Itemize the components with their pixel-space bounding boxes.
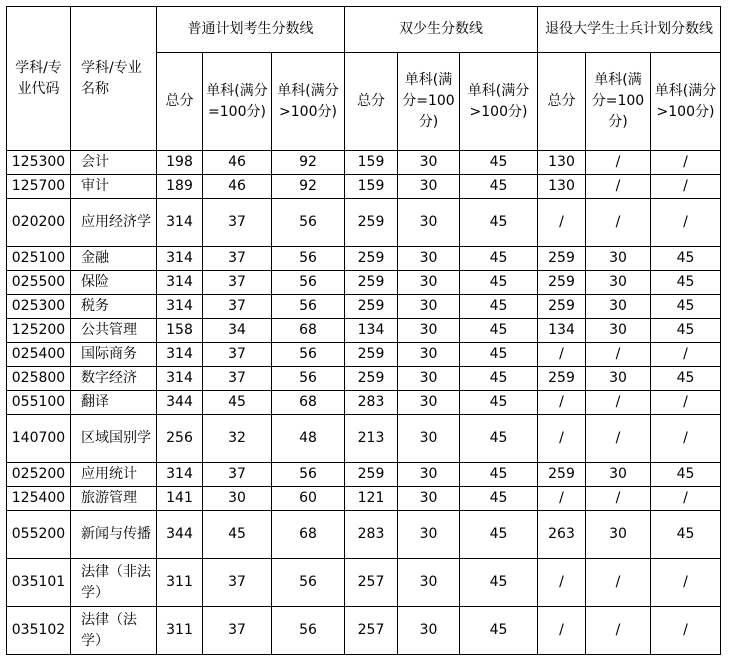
cell-score: 259 bbox=[538, 367, 586, 391]
cell-code: 055200 bbox=[7, 511, 71, 559]
cell-score: 45 bbox=[460, 175, 538, 199]
cell-score: 37 bbox=[203, 559, 272, 607]
cell-score: 259 bbox=[538, 271, 586, 295]
cell-score: 34 bbox=[203, 319, 272, 343]
table-row bbox=[7, 319, 721, 343]
table-row bbox=[7, 391, 721, 415]
cell-score: 45 bbox=[203, 511, 272, 559]
cell-score: 45 bbox=[460, 199, 538, 247]
cell-score: 45 bbox=[460, 511, 538, 559]
cell-code: 025100 bbox=[7, 247, 71, 271]
cell-score: 45 bbox=[460, 559, 538, 607]
cell-score: / bbox=[538, 343, 586, 367]
cell-score: 37 bbox=[203, 199, 272, 247]
cell-score: 256 bbox=[157, 415, 203, 463]
cell-score: 45 bbox=[460, 463, 538, 487]
cell-score: 68 bbox=[272, 319, 345, 343]
cell-code: 035102 bbox=[7, 607, 71, 655]
cell-score: 30 bbox=[398, 343, 460, 367]
cell-score: 45 bbox=[460, 247, 538, 271]
cell-score: / bbox=[586, 607, 651, 655]
cell-score: 45 bbox=[460, 151, 538, 175]
cell-score: 68 bbox=[272, 391, 345, 415]
cell-code: 140700 bbox=[7, 415, 71, 463]
cell-score: 311 bbox=[157, 559, 203, 607]
cell-name: 法律（法学） bbox=[71, 607, 157, 655]
cell-code: 025500 bbox=[7, 271, 71, 295]
cell-name: 税务 bbox=[71, 295, 157, 319]
cell-name: 旅游管理 bbox=[71, 487, 157, 511]
subheader-single-over-100: 单科(满分>100分) bbox=[272, 53, 345, 151]
cell-score: / bbox=[538, 487, 586, 511]
cell-name: 审计 bbox=[71, 175, 157, 199]
cell-code: 055100 bbox=[7, 391, 71, 415]
cell-score: 141 bbox=[157, 487, 203, 511]
table-row bbox=[7, 559, 721, 607]
cell-score: 30 bbox=[398, 511, 460, 559]
cell-score: 189 bbox=[157, 175, 203, 199]
cell-score: 56 bbox=[272, 271, 345, 295]
cell-score: 30 bbox=[398, 247, 460, 271]
cell-score: 314 bbox=[157, 343, 203, 367]
cell-score: 92 bbox=[272, 151, 345, 175]
cell-score: 37 bbox=[203, 343, 272, 367]
cell-score: 283 bbox=[345, 391, 398, 415]
cell-score: 56 bbox=[272, 463, 345, 487]
cell-name: 区域国别学 bbox=[71, 415, 157, 463]
cell-code: 125200 bbox=[7, 319, 71, 343]
cell-score: / bbox=[651, 415, 721, 463]
table-row bbox=[7, 367, 721, 391]
cell-score: 314 bbox=[157, 199, 203, 247]
cell-score: 30 bbox=[586, 319, 651, 343]
cell-score: 45 bbox=[651, 319, 721, 343]
table-row bbox=[7, 487, 721, 511]
cell-name: 法律（非法学） bbox=[71, 559, 157, 607]
cell-score: 259 bbox=[345, 367, 398, 391]
cell-score: / bbox=[586, 391, 651, 415]
cell-score: / bbox=[538, 391, 586, 415]
cell-code: 025300 bbox=[7, 295, 71, 319]
cell-score: / bbox=[651, 559, 721, 607]
table-row bbox=[7, 199, 721, 247]
cell-score: 259 bbox=[345, 247, 398, 271]
cell-score: 344 bbox=[157, 511, 203, 559]
cell-score: 48 bbox=[272, 415, 345, 463]
cell-score: 134 bbox=[538, 319, 586, 343]
subheader-single-over-100: 单科(满分>100分) bbox=[651, 53, 721, 151]
cell-name: 数字经济 bbox=[71, 367, 157, 391]
cell-score: 121 bbox=[345, 487, 398, 511]
subheader-single-100: 单科(满分=100分) bbox=[203, 53, 272, 151]
cell-score: / bbox=[651, 343, 721, 367]
cell-score: / bbox=[651, 151, 721, 175]
cell-score: 283 bbox=[345, 511, 398, 559]
cell-score: 45 bbox=[460, 343, 538, 367]
cell-score: 92 bbox=[272, 175, 345, 199]
cell-score: 45 bbox=[460, 319, 538, 343]
cell-name: 翻译 bbox=[71, 391, 157, 415]
cell-score: 314 bbox=[157, 247, 203, 271]
cell-score: / bbox=[586, 559, 651, 607]
cell-score: 30 bbox=[398, 151, 460, 175]
cell-score: 45 bbox=[651, 295, 721, 319]
cell-score: 257 bbox=[345, 559, 398, 607]
cell-score: / bbox=[538, 199, 586, 247]
cell-score: 263 bbox=[538, 511, 586, 559]
cell-name: 公共管理 bbox=[71, 319, 157, 343]
cell-score: 130 bbox=[538, 151, 586, 175]
cell-score: / bbox=[586, 415, 651, 463]
cell-score: 30 bbox=[586, 271, 651, 295]
cell-score: 259 bbox=[538, 463, 586, 487]
subheader-single-100: 单科(满分=100分) bbox=[398, 53, 460, 151]
cell-score: 45 bbox=[651, 367, 721, 391]
table-body bbox=[7, 151, 721, 655]
table-row bbox=[7, 343, 721, 367]
table-row bbox=[7, 415, 721, 463]
cell-score: / bbox=[538, 607, 586, 655]
cell-score: 314 bbox=[157, 271, 203, 295]
cell-score: 60 bbox=[272, 487, 345, 511]
cell-score: 56 bbox=[272, 295, 345, 319]
cell-score: 45 bbox=[203, 391, 272, 415]
cell-score: 259 bbox=[345, 199, 398, 247]
subheader-single-over-100: 单科(满分>100分) bbox=[460, 53, 538, 151]
cell-code: 025200 bbox=[7, 463, 71, 487]
cell-score: / bbox=[586, 151, 651, 175]
cell-score: / bbox=[586, 343, 651, 367]
cell-score: 314 bbox=[157, 295, 203, 319]
table-row bbox=[7, 295, 721, 319]
cell-score: 259 bbox=[345, 271, 398, 295]
cell-score: 45 bbox=[651, 463, 721, 487]
cutoff-score-table bbox=[6, 6, 721, 655]
cell-score: 45 bbox=[460, 415, 538, 463]
cell-score: 314 bbox=[157, 367, 203, 391]
cell-score: / bbox=[586, 487, 651, 511]
cell-score: 30 bbox=[586, 295, 651, 319]
cell-score: 259 bbox=[538, 295, 586, 319]
cell-score: 159 bbox=[345, 151, 398, 175]
cell-name: 应用统计 bbox=[71, 463, 157, 487]
cell-score: 314 bbox=[157, 463, 203, 487]
table-row bbox=[7, 607, 721, 655]
table-row bbox=[7, 463, 721, 487]
subheader-total: 总分 bbox=[157, 53, 203, 151]
cell-score: / bbox=[538, 415, 586, 463]
cell-score: 30 bbox=[586, 511, 651, 559]
cell-code: 125700 bbox=[7, 175, 71, 199]
cell-score: 30 bbox=[586, 463, 651, 487]
table-row bbox=[7, 247, 721, 271]
header-name: 学科/专业名称 bbox=[71, 7, 157, 151]
cell-score: 37 bbox=[203, 247, 272, 271]
cell-name: 会计 bbox=[71, 151, 157, 175]
cell-score: 37 bbox=[203, 367, 272, 391]
cell-name: 国际商务 bbox=[71, 343, 157, 367]
cell-code: 020200 bbox=[7, 199, 71, 247]
cell-score: 56 bbox=[272, 559, 345, 607]
cell-score: / bbox=[586, 199, 651, 247]
cell-score: 134 bbox=[345, 319, 398, 343]
cell-score: 56 bbox=[272, 199, 345, 247]
cell-score: 311 bbox=[157, 607, 203, 655]
cell-score: 259 bbox=[345, 295, 398, 319]
cell-score: / bbox=[651, 391, 721, 415]
cell-score: 46 bbox=[203, 151, 272, 175]
header-group-regular: 普通计划考生分数线 bbox=[157, 7, 345, 53]
cell-score: 45 bbox=[460, 295, 538, 319]
subheader-total: 总分 bbox=[345, 53, 398, 151]
header-code: 学科/专业代码 bbox=[7, 7, 71, 151]
subheader-single-100: 单科(满分=100分) bbox=[586, 53, 651, 151]
cell-score: 45 bbox=[460, 487, 538, 511]
cell-score: 30 bbox=[398, 607, 460, 655]
cell-score: 46 bbox=[203, 175, 272, 199]
cell-score: 259 bbox=[345, 463, 398, 487]
cell-score: 30 bbox=[398, 175, 460, 199]
cell-code: 125300 bbox=[7, 151, 71, 175]
cell-score: 30 bbox=[203, 487, 272, 511]
cell-score: 30 bbox=[398, 271, 460, 295]
cell-score: 45 bbox=[460, 391, 538, 415]
cell-score: 198 bbox=[157, 151, 203, 175]
cell-name: 应用经济学 bbox=[71, 199, 157, 247]
cell-score: 30 bbox=[398, 367, 460, 391]
cell-score: 344 bbox=[157, 391, 203, 415]
cell-code: 025400 bbox=[7, 343, 71, 367]
cell-score: 30 bbox=[398, 559, 460, 607]
cell-score: 30 bbox=[398, 463, 460, 487]
cell-code: 035101 bbox=[7, 559, 71, 607]
cell-score: 37 bbox=[203, 295, 272, 319]
table-row bbox=[7, 511, 721, 559]
cell-score: 56 bbox=[272, 343, 345, 367]
cell-score: / bbox=[651, 607, 721, 655]
cell-score: 30 bbox=[398, 391, 460, 415]
cell-score: 56 bbox=[272, 247, 345, 271]
cell-score: / bbox=[538, 559, 586, 607]
cell-score: 37 bbox=[203, 463, 272, 487]
cell-score: / bbox=[651, 199, 721, 247]
table-row bbox=[7, 175, 721, 199]
subheader-total: 总分 bbox=[538, 53, 586, 151]
cell-score: 257 bbox=[345, 607, 398, 655]
cell-score: / bbox=[651, 487, 721, 511]
cell-score: 30 bbox=[398, 415, 460, 463]
cell-code: 125400 bbox=[7, 487, 71, 511]
cell-name: 金融 bbox=[71, 247, 157, 271]
cell-name: 新闻与传播 bbox=[71, 511, 157, 559]
cell-score: 56 bbox=[272, 607, 345, 655]
cell-score: / bbox=[586, 175, 651, 199]
cell-score: 159 bbox=[345, 175, 398, 199]
cell-score: 30 bbox=[398, 199, 460, 247]
cell-code: 025800 bbox=[7, 367, 71, 391]
cell-score: 30 bbox=[398, 319, 460, 343]
cell-score: 45 bbox=[460, 607, 538, 655]
cell-score: 30 bbox=[586, 247, 651, 271]
cell-score: 30 bbox=[586, 367, 651, 391]
cell-score: / bbox=[651, 175, 721, 199]
cell-score: 45 bbox=[460, 271, 538, 295]
cell-score: 259 bbox=[345, 343, 398, 367]
cell-score: 30 bbox=[398, 487, 460, 511]
cell-score: 68 bbox=[272, 511, 345, 559]
table-row bbox=[7, 271, 721, 295]
cell-name: 保险 bbox=[71, 271, 157, 295]
cell-score: 45 bbox=[651, 271, 721, 295]
cell-score: 56 bbox=[272, 367, 345, 391]
header-group-minority: 双少生分数线 bbox=[345, 7, 538, 53]
cell-score: 130 bbox=[538, 175, 586, 199]
cell-score: 158 bbox=[157, 319, 203, 343]
header-group-veteran: 退役大学生士兵计划分数线 bbox=[538, 7, 721, 53]
cell-score: 32 bbox=[203, 415, 272, 463]
cell-score: 45 bbox=[651, 511, 721, 559]
cell-score: 45 bbox=[651, 247, 721, 271]
table-row bbox=[7, 151, 721, 175]
cell-score: 37 bbox=[203, 607, 272, 655]
cell-score: 259 bbox=[538, 247, 586, 271]
cell-score: 30 bbox=[398, 295, 460, 319]
cell-score: 213 bbox=[345, 415, 398, 463]
cell-score: 45 bbox=[460, 367, 538, 391]
cell-score: 37 bbox=[203, 271, 272, 295]
